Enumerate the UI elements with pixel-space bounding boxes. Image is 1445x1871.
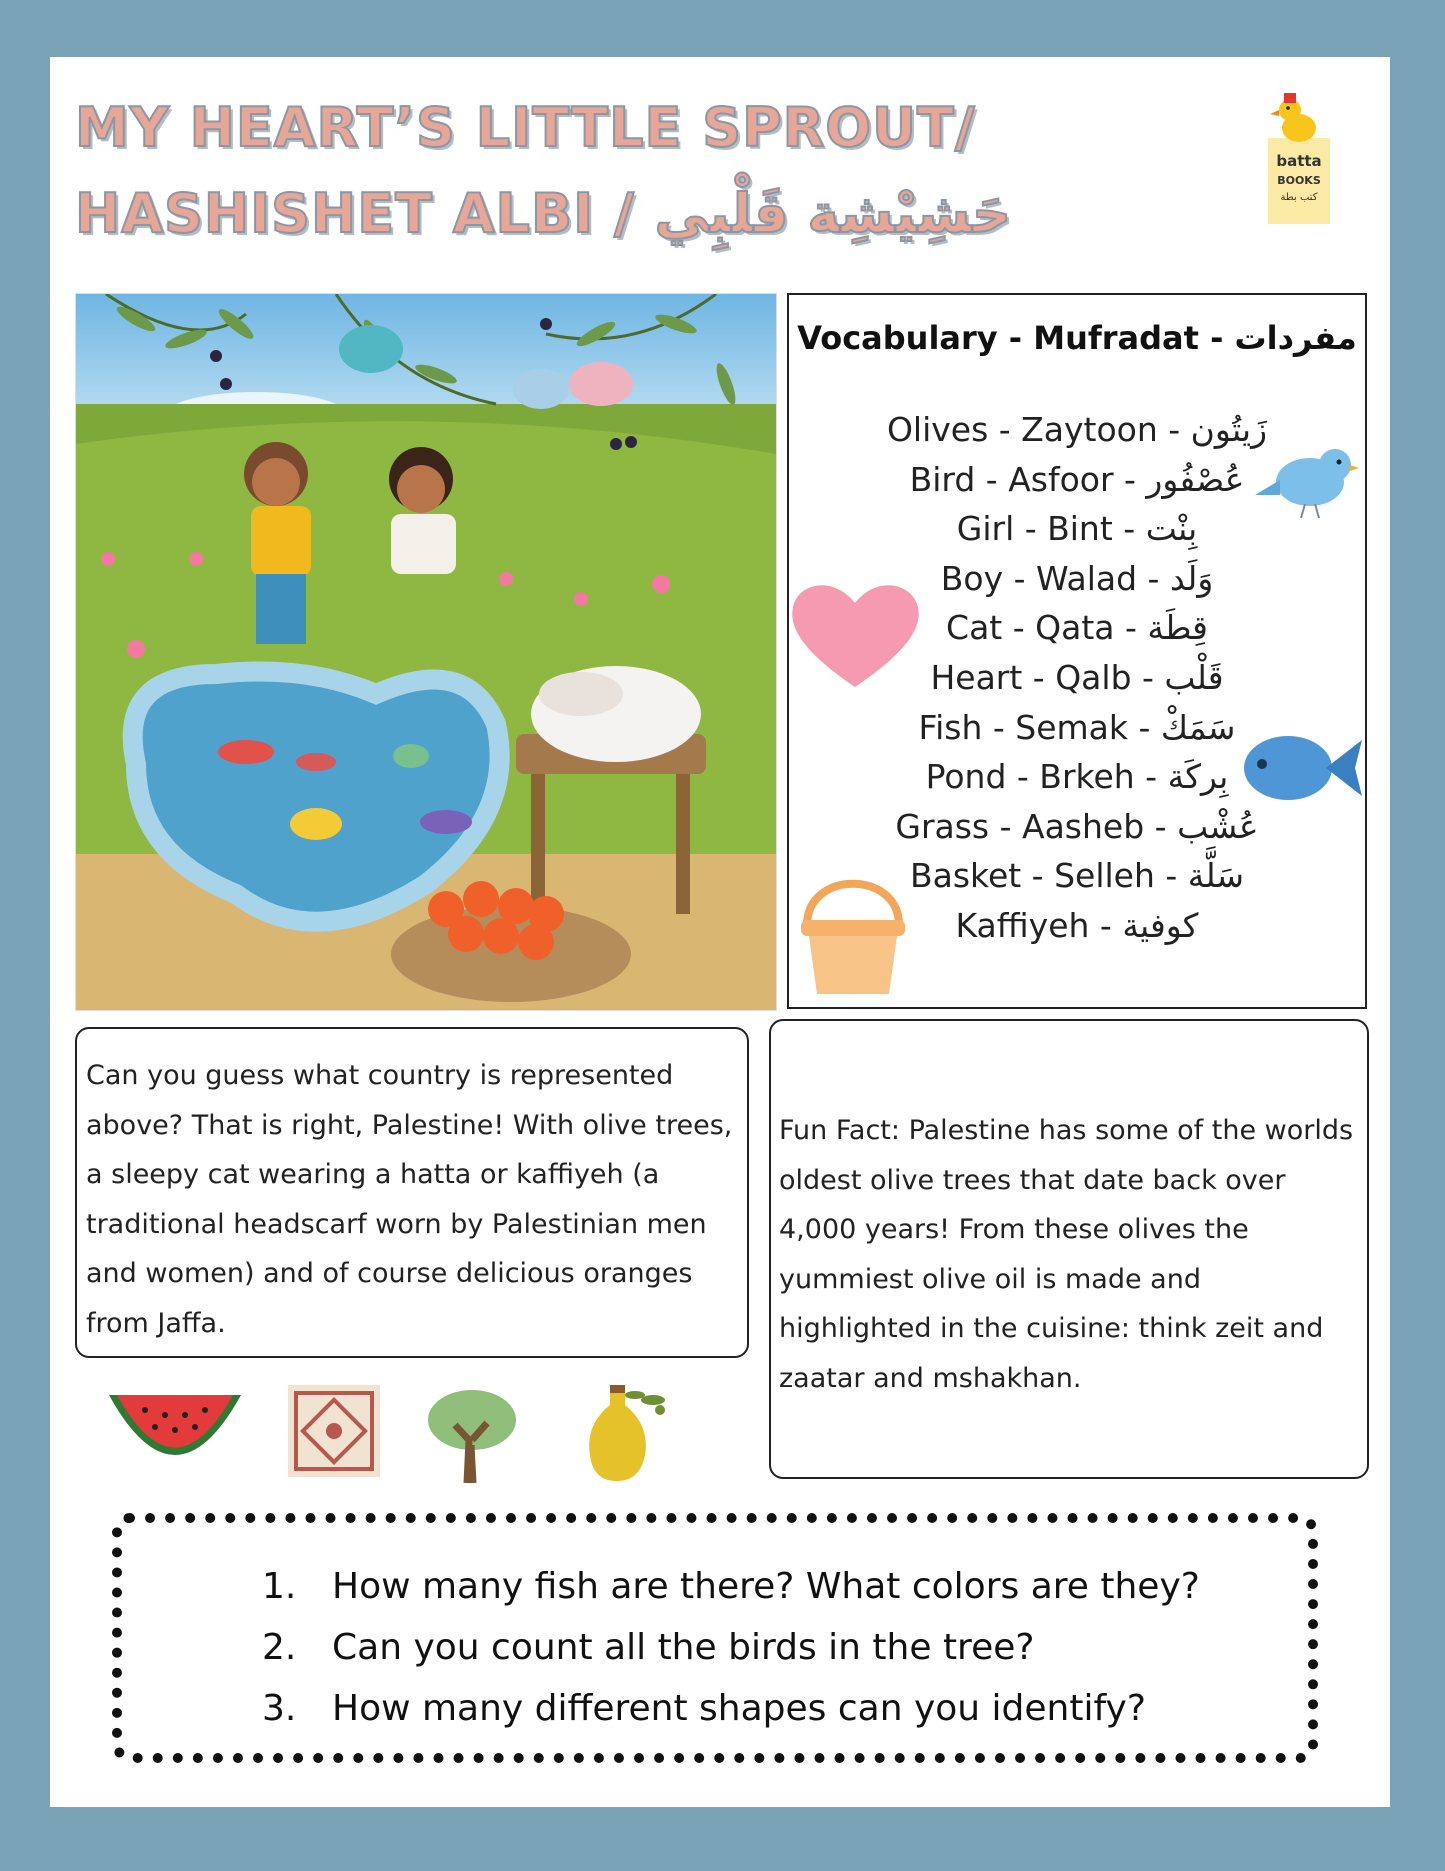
fun-fact-box [769,1019,1369,1479]
vocab-item: Kaffiyeh - كوفية [955,905,1199,945]
vocab-item: Fish - Semak - سَمَكْ [918,707,1236,747]
tatreez-pattern-icon [288,1385,380,1477]
question-number: 3. [262,1688,297,1729]
page-title-line1: MY HEART’S LITTLE SPROUT/ [75,96,976,159]
fun-fact-text: Fun Fact: Palestine has some of the worlds oldest olive trees that date back over 4,000 years! From these olives the yummiest olive oil is made and highlighted in the cuisine: think zeit and zaatar and mshakhan. [779,1115,1354,1394]
questions-list [262,1556,1200,1739]
description-box [75,1027,749,1358]
questions-box [112,1513,1318,1763]
vocab-item: Grass - Aasheb - عُشْب [895,806,1259,846]
palestine-garden-illustration [75,293,777,1011]
heart-icon [788,575,923,690]
svg-text:كتب بطة: كتب بطة [1280,192,1318,203]
question-text: How many fish are there? What colors are they? [332,1566,1200,1607]
vocab-item: Cat - Qata - قِطَة [946,608,1208,648]
bird-icon [1255,440,1360,520]
watermelon-icon [105,1385,245,1470]
svg-text:batta: batta [1276,152,1322,170]
vocab-item: Heart - Qalb - قَلْب [930,657,1224,697]
question-text: How many different shapes can you identify? [332,1688,1146,1729]
basket-icon [797,870,909,998]
vocab-item: Girl - Bint - بِنْت [956,509,1198,549]
page-title-line2: HASHISHET ALBI / حَشِيْشِة قَلْبِي [75,182,1012,245]
olive-oil-bottle-icon [565,1385,670,1483]
vocab-item: Pond - Brkeh - بِركَة [925,757,1229,797]
question-item [262,1678,1200,1739]
svg-text:BOOKS: BOOKS [1277,174,1321,187]
question-number: 2. [262,1627,297,1668]
batta-books-logo [1268,88,1330,224]
vocab-item: Olives - Zaytoon - زَيتُون [886,410,1268,449]
vocabulary-title: Vocabulary - Mufradat - مفردات [797,319,1357,357]
vocab-item: Boy - Walad - وَلَد [940,558,1214,598]
description-text: Can you guess what country is represented above? That is right, Palestine! With olive trees, a sleepy cat wearing a hatta or kaffiyeh (a traditional headscarf worn by Palestinian men and women) and of course delicious oranges from Jaffa. [86,1060,733,1339]
olive-tree-icon [425,1385,519,1485]
fish-icon [1240,728,1362,808]
question-item [262,1617,1200,1678]
question-number: 1. [262,1566,297,1607]
vocab-item: Bird - Asfoor - عُصْفُور [909,459,1245,499]
question-item [262,1556,1200,1617]
question-text: Can you count all the birds in the tree? [332,1627,1035,1668]
vocab-item: Basket - Selleh - سَلَّة [909,856,1245,896]
